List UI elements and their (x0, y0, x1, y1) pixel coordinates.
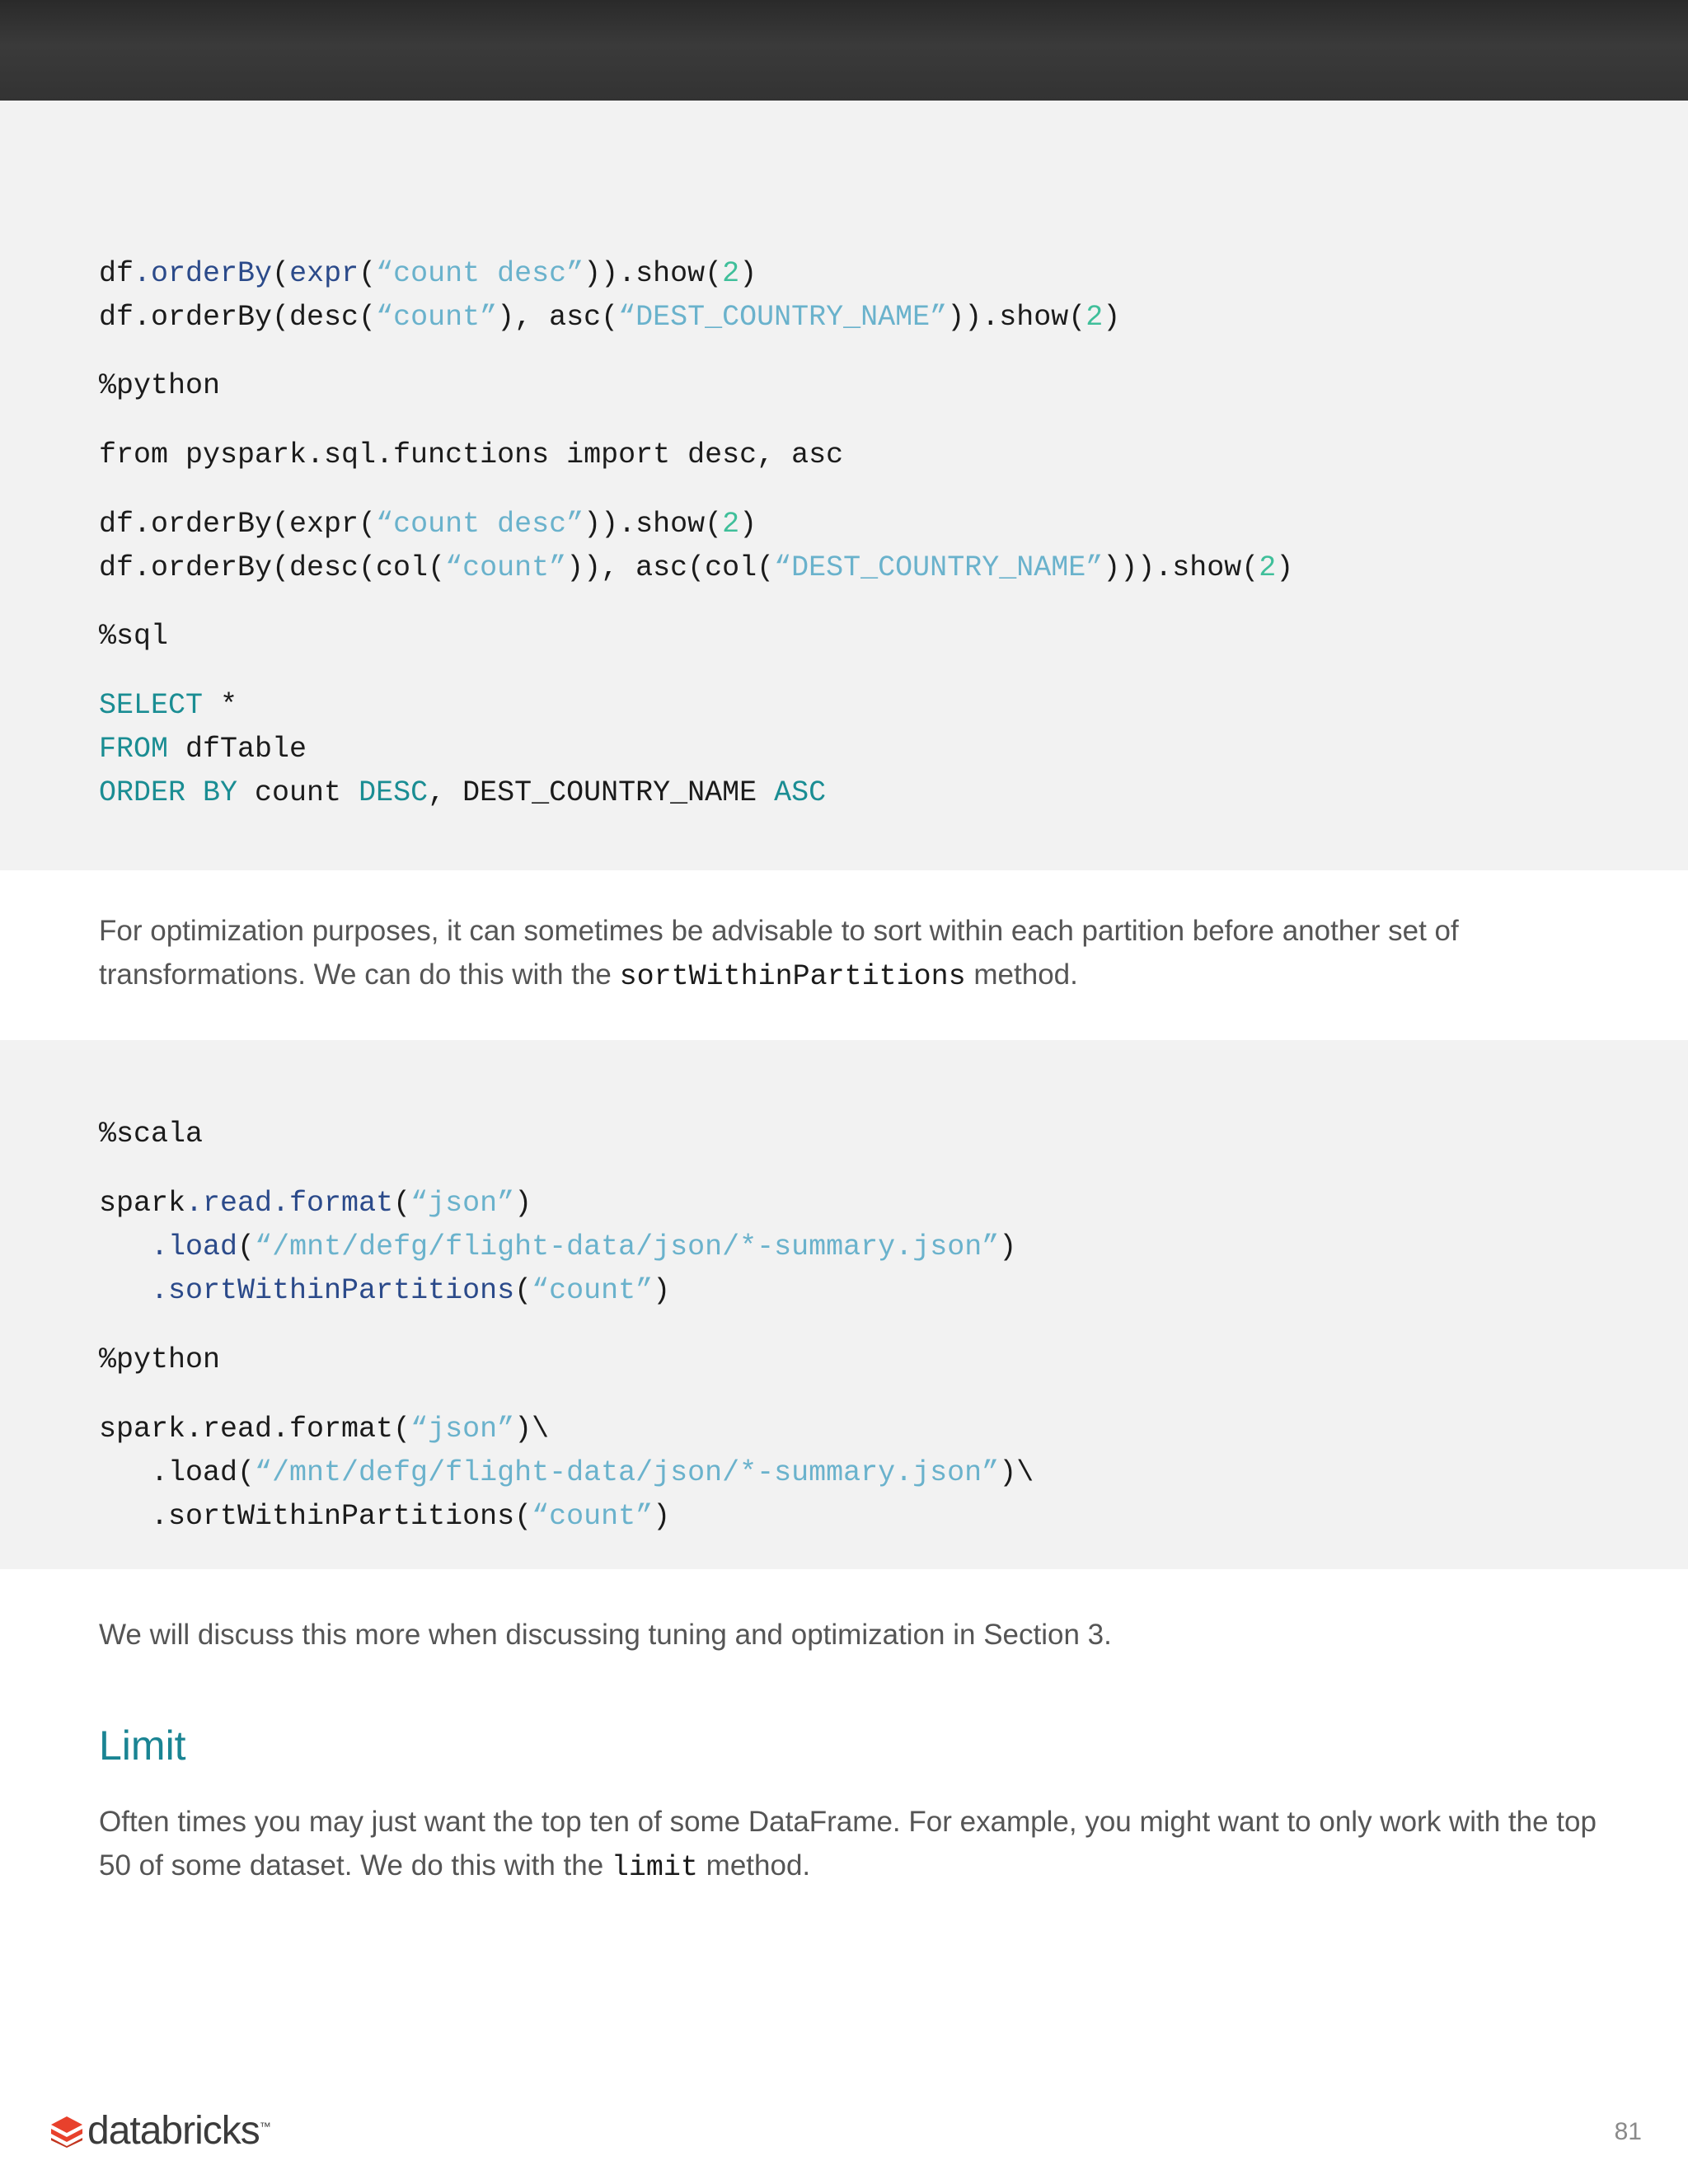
code-token (99, 1274, 151, 1307)
code-token: %sql (99, 620, 169, 653)
paragraph-text: Often times you may just want the top ten of some DataFrame. For example, you might want to only work with the top 50 of some dataset. We do this with the (99, 1806, 1597, 1882)
code-block-sortwithinpartitions (0, 1040, 1688, 1569)
paragraph-sort-within-partitions (99, 909, 1599, 999)
code-line (99, 1408, 549, 1451)
code-token: %python (99, 1343, 221, 1376)
code-token: spark (99, 1187, 186, 1220)
code-line (99, 434, 843, 476)
code-token: )).show( (584, 508, 723, 541)
code-token: ORDER BY (99, 776, 238, 809)
code-token: )).show( (947, 301, 1086, 334)
code-line (99, 1269, 670, 1312)
code-token: “/mnt/defg/flight-data/json/*-summary.json” (255, 1456, 1000, 1489)
code-token: ( (359, 257, 377, 290)
code-token: DESC (359, 776, 429, 809)
code-line (99, 1182, 532, 1225)
code-block-orderby (0, 101, 1688, 870)
code-lines (99, 101, 1648, 870)
code-token: 2 (1085, 301, 1104, 334)
code-token: 2 (722, 508, 740, 541)
code-token: ) (739, 257, 757, 290)
code-token: .load (151, 1230, 238, 1263)
code-token: ) (1103, 301, 1121, 334)
code-token: df.orderBy(expr( (99, 508, 377, 541)
page-number: 81 (1614, 2118, 1642, 2145)
code-lines (99, 1040, 1648, 1569)
code-token: ( (514, 1274, 532, 1307)
code-token: “/mnt/defg/flight-data/json/*-summary.json” (255, 1230, 1000, 1263)
paragraph-tuning-note: We will discuss this more when discussing tuning and optimization in Section 3. (99, 1619, 1112, 1651)
code-line (99, 546, 1293, 589)
code-token: ), asc( (497, 301, 619, 334)
code-token: ) (653, 1274, 671, 1307)
code-token: df.orderBy(desc(col( (99, 551, 446, 584)
code-token: ) (999, 1230, 1017, 1263)
code-line (99, 1495, 670, 1538)
inline-code-limit: limit (611, 1851, 698, 1884)
page-header-bar (0, 0, 1688, 101)
code-token: spark.read.format( (99, 1413, 411, 1446)
paragraph-text: method. (697, 1849, 811, 1882)
code-token: )), asc(col( (566, 551, 775, 584)
code-token: ( (393, 1187, 411, 1220)
code-token: .orderBy (134, 257, 273, 290)
code-token: %scala (99, 1118, 204, 1151)
code-token: “DEST_COUNTRY_NAME” (774, 551, 1104, 584)
code-token: .load( (99, 1456, 256, 1489)
code-line (99, 728, 307, 771)
code-token: ( (272, 257, 290, 290)
code-token: df (99, 257, 134, 290)
inline-code-sortwithinpartitions: sortWithinPartitions (619, 960, 966, 993)
code-token: 2 (722, 257, 740, 290)
code-token: )\ (999, 1456, 1034, 1489)
databricks-logo-icon (49, 2115, 84, 2148)
code-line (99, 252, 757, 295)
code-token: “count desc” (376, 508, 584, 541)
code-token: %python (99, 369, 221, 402)
code-token: )).show( (584, 257, 723, 290)
code-line (99, 771, 826, 814)
code-token: ))).show( (1103, 551, 1259, 584)
code-token: df.orderBy(desc( (99, 301, 377, 334)
code-token: )\ (514, 1413, 550, 1446)
code-token: ) (1276, 551, 1294, 584)
paragraph-limit (99, 1800, 1599, 1890)
code-token: “json” (410, 1187, 515, 1220)
code-token: 2 (1259, 551, 1277, 584)
code-line (99, 1226, 1016, 1268)
paragraph-text: method. (965, 958, 1078, 991)
code-line (99, 615, 168, 658)
code-token: “count” (532, 1500, 654, 1533)
code-token: * (203, 689, 238, 722)
section-heading-limit: Limit (99, 1722, 186, 1769)
code-token: ) (653, 1500, 671, 1533)
code-token: ( (237, 1230, 256, 1263)
code-token: “count” (376, 301, 498, 334)
code-token: “count” (445, 551, 567, 584)
code-token: “count desc” (376, 257, 584, 290)
databricks-logo-text: databricks (87, 2109, 260, 2153)
code-token: “json” (410, 1413, 515, 1446)
code-token (99, 1230, 151, 1263)
code-token: ) (739, 508, 757, 541)
code-token: count (237, 776, 359, 809)
code-token: ASC (774, 776, 827, 809)
databricks-logo (49, 2107, 396, 2156)
code-line (99, 503, 757, 546)
code-token: SELECT (99, 689, 204, 722)
code-line (99, 364, 220, 407)
code-token: dfTable (168, 733, 307, 766)
code-token: .sortWithinPartitions( (99, 1500, 532, 1533)
code-token: .read.format (185, 1187, 394, 1220)
trademark-mark: ™ (259, 2120, 271, 2133)
code-token: .sortWithinPartitions (151, 1274, 515, 1307)
code-token: , DEST_COUNTRY_NAME (428, 776, 775, 809)
code-token: ) (514, 1187, 532, 1220)
code-line (99, 1451, 1034, 1494)
code-token: expr (289, 257, 359, 290)
code-token: FROM (99, 733, 169, 766)
code-line (99, 296, 1120, 339)
code-token: from pyspark.sql.functions import desc, asc (99, 438, 844, 471)
paragraph-text: For optimization purposes, it can sometimes be advisable to sort within each partition before another set of transformations. We can do this with the (99, 915, 1459, 991)
code-line (99, 1338, 220, 1381)
code-line (99, 1113, 203, 1155)
code-token: “count” (532, 1274, 654, 1307)
code-token: “DEST_COUNTRY_NAME” (618, 301, 948, 334)
code-line (99, 684, 237, 727)
